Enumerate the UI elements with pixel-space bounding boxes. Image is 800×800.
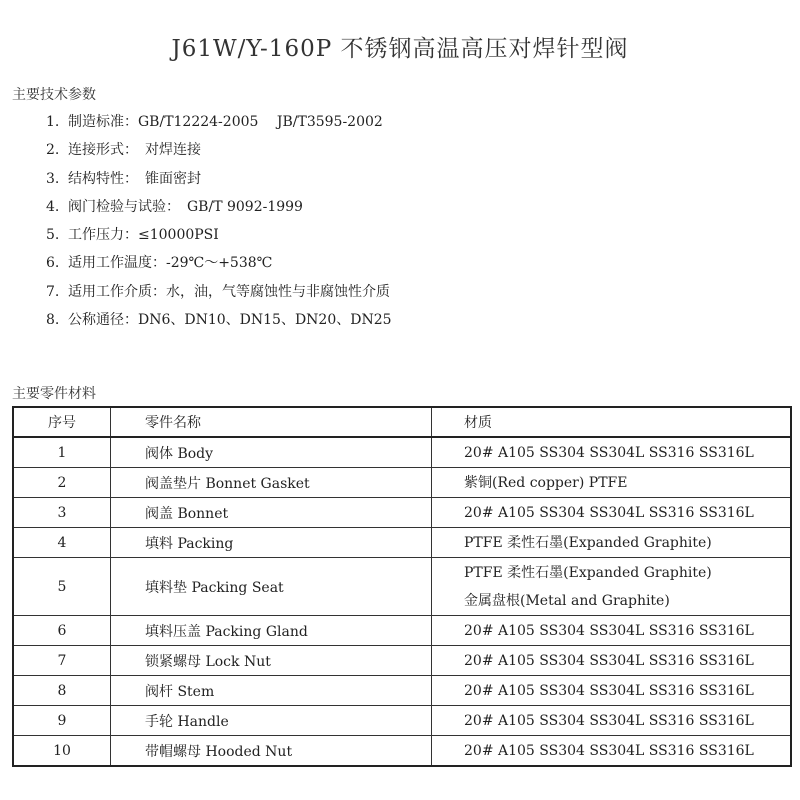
cell-material <box>432 468 792 498</box>
spec-number: 7. <box>46 283 60 300</box>
cell-part-name: 填料垫 Packing Seat <box>111 558 432 616</box>
cell-part-name: 阀盖垫片 Bonnet Gasket <box>111 468 432 498</box>
specs-heading: 主要技术参数 <box>12 87 96 103</box>
cell-no: 7 <box>13 646 111 676</box>
cell-no: 2 <box>13 468 111 498</box>
cell-part-name: 阀杆 Stem <box>111 676 432 706</box>
material-line: 20# A105 SS304 SS304L SS316 SS316L <box>464 742 754 759</box>
parts-table <box>12 406 792 767</box>
cell-material <box>432 498 792 528</box>
material-line: 20# A105 SS304 SS304L SS316 SS316L <box>464 652 754 669</box>
cell-no: 10 <box>13 736 111 767</box>
cell-no: 5 <box>13 558 111 616</box>
header-part-name: 零件名称 <box>111 407 432 437</box>
material-line: 20# A105 SS304 SS304L SS316 SS316L <box>464 682 754 699</box>
spec-number: 4. <box>46 198 60 215</box>
cell-material <box>432 616 792 646</box>
table-row <box>13 646 791 676</box>
table-row <box>13 468 791 498</box>
cell-material <box>432 736 792 767</box>
material-line: 20# A105 SS304 SS304L SS316 SS316L <box>464 622 754 639</box>
spec-text: 工作压力：≤10000PSI <box>68 227 219 244</box>
material-line: PTFE 柔性石墨(Expanded Graphite) <box>464 534 712 551</box>
spec-text: 结构特性： 锥面密封 <box>68 170 201 187</box>
cell-material <box>432 706 792 736</box>
spec-number: 2. <box>46 142 60 159</box>
cell-part-name: 锁紧螺母 Lock Nut <box>111 646 432 676</box>
spec-item <box>46 169 392 197</box>
spec-text: 适用工作温度：-29℃～+538℃ <box>68 255 273 272</box>
page-title: J61W/Y-160P 不锈钢高温高压对焊针型阀 <box>171 36 629 62</box>
spec-text: 制造标准：GB/T12224-2005 JB/T3595-2002 <box>68 114 383 130</box>
spec-item <box>46 310 392 338</box>
cell-material <box>432 676 792 706</box>
material-line: 紫铜(Red copper) PTFE <box>464 474 628 491</box>
spec-number: 3. <box>46 170 60 187</box>
cell-part-name: 阀盖 Bonnet <box>111 498 432 528</box>
table-header-row <box>13 407 791 437</box>
cell-material <box>432 437 792 468</box>
spec-number: 6. <box>46 255 60 272</box>
table-row <box>13 528 791 558</box>
table-row <box>13 706 791 736</box>
table-row <box>13 676 791 706</box>
spec-item <box>46 253 392 281</box>
spec-text: 连接形式： 对焊连接 <box>68 142 201 159</box>
spec-number: 1. <box>46 114 60 130</box>
header-material: 材质 <box>432 407 792 437</box>
cell-part-name: 阀体 Body <box>111 437 432 468</box>
cell-no: 3 <box>13 498 111 528</box>
material-line: PTFE 柔性石墨(Expanded Graphite) <box>464 564 712 581</box>
table-row <box>13 616 791 646</box>
cell-material <box>432 646 792 676</box>
material-line: 20# A105 SS304 SS304L SS316 SS316L <box>464 444 754 461</box>
cell-material <box>432 558 792 616</box>
table-row <box>13 498 791 528</box>
cell-part-name: 带帽螺母 Hooded Nut <box>111 736 432 767</box>
spec-text: 适用工作介质：水，油，气等腐蚀性与非腐蚀性介质 <box>68 283 390 300</box>
spec-number: 5. <box>46 227 60 244</box>
cell-no: 4 <box>13 528 111 558</box>
material-line: 金属盘根(Metal and Graphite) <box>464 592 670 609</box>
spec-item <box>46 282 392 310</box>
cell-no: 8 <box>13 676 111 706</box>
spec-text: 阀门检验与试验： GB/T 9092-1999 <box>68 198 303 215</box>
spec-item <box>46 112 392 140</box>
material-line: 20# A105 SS304 SS304L SS316 SS316L <box>464 504 754 521</box>
specs-list <box>46 112 392 338</box>
table-row <box>13 437 791 468</box>
spec-item <box>46 140 392 168</box>
spec-item <box>46 225 392 253</box>
cell-material <box>432 528 792 558</box>
header-no: 序号 <box>13 407 111 437</box>
cell-part-name: 填料压盖 Packing Gland <box>111 616 432 646</box>
cell-part-name: 手轮 Handle <box>111 706 432 736</box>
material-line: 20# A105 SS304 SS304L SS316 SS316L <box>464 712 754 729</box>
cell-no: 1 <box>13 437 111 468</box>
table-row <box>13 736 791 767</box>
cell-part-name: 填料 Packing <box>111 528 432 558</box>
parts-table-body <box>13 437 791 766</box>
spec-item <box>46 197 392 225</box>
cell-no: 6 <box>13 616 111 646</box>
spec-text: 公称通径：DN6、DN10、DN15、DN20、DN25 <box>68 312 392 329</box>
cell-no: 9 <box>13 706 111 736</box>
parts-heading: 主要零件材料 <box>12 386 96 402</box>
table-row <box>13 558 791 616</box>
spec-number: 8. <box>46 312 60 329</box>
